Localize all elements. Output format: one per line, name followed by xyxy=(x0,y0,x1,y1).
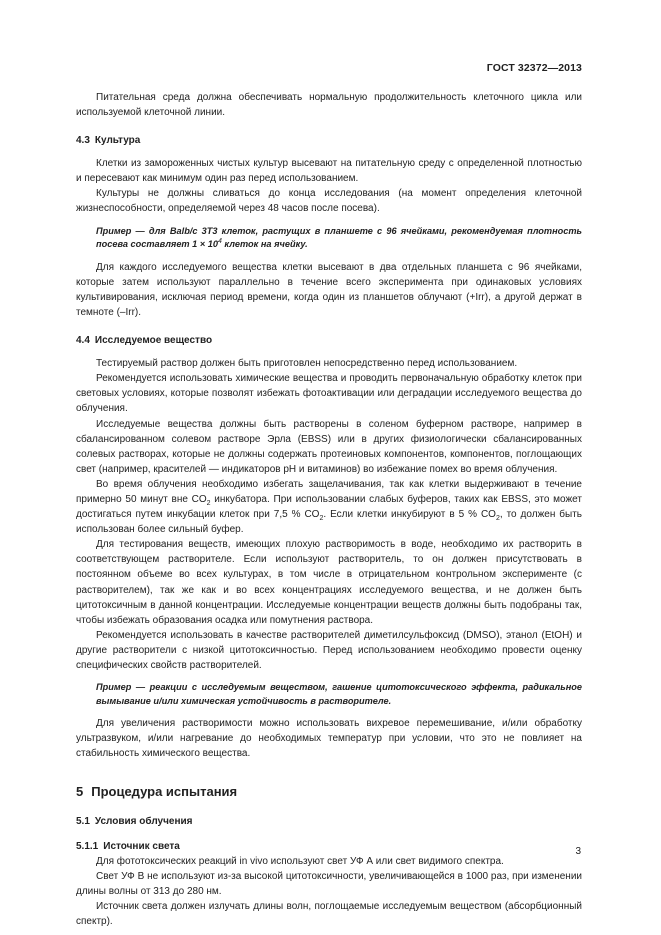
paragraph: Рекомендуется использовать в качестве растворителей диметилсульфоксид (DMSO), этанол (EtOH) и другие растворители с низкой цитотоксичностью. Перед использованием необходимо провести оценку специфических свойств растворителей. xyxy=(76,629,582,671)
exponent: 4 xyxy=(217,238,222,246)
subscript: 2 xyxy=(495,515,500,523)
example-text-tail: клеток на ячейку. xyxy=(221,239,308,250)
example-text: Пример — реакции с исследуемым веществом, гашение цитотоксического эффекта, радикальное вымывание и/или химическая устойчивость в растворителе. xyxy=(96,682,582,706)
paragraph: Рекомендуется использовать химические вещества и проводить первоначальную обработку клеток при световых условиях, которые позволят избежать фотоактивации или деградации исследуемого вещества до облучения. xyxy=(76,373,582,415)
paragraph: Культуры не должны сливаться до конца исследования (на момент определения клеточной жизнеспособности, определяемой через 48 часов после посева). xyxy=(76,188,582,215)
section-number: 5 xyxy=(76,783,84,799)
paragraph: Исследуемые вещества должны быть растворены в соленом буферном растворе, например в сбалансированном солевом растворе Эрла (EBSS) или в других физиологически сбалансированных солевых растворах, которые не должны содержать протеиновых компонентов, компонентов, поглощающих свет (например, красителей — индикаторов pH и витаминов) во избежание помех во время облучения. xyxy=(76,418,582,475)
paragraph: Для каждого исследуемого вещества клетки высевают в два отдельных планшета с 96 ячейками, которые затем используют параллельно в течение всего эксперимента при одинаковых условиях культивирования, исключая период времени, когда один из планшетов облучают (+Irr), а другой держат в темноте (–Irr). xyxy=(76,261,582,319)
section-number: 5.1 xyxy=(76,815,90,827)
paragraph: Источник света должен излучать длины волн, поглощаемые исследуемым веществом (абсорбционный спектр). xyxy=(76,900,582,927)
text-run: , то должен быть использован более сильный буфер. xyxy=(76,509,582,536)
text-run: инкубатора. При использовании слабых буферов, таких как EBSS, это может достигаться путем инкубации клеток при 7,5 % CO xyxy=(76,493,582,521)
section-title: Источник света xyxy=(103,840,180,852)
example-note xyxy=(76,681,582,708)
section-heading-4-4 xyxy=(76,333,582,348)
page-number: 3 xyxy=(575,846,581,857)
text-run: . Если клетки инкубируют в 5 % CO xyxy=(323,509,496,521)
example-text: Пример — для Balb/c 3T3 клеток, растущих в планшете с 96 ячейками, рекомендуемая плотность посева составляет 1 × 10 xyxy=(96,225,582,250)
section-title: Культура xyxy=(94,135,141,147)
paragraph: Свет УФ В не используют из-за высокой цитотоксичности, увеличивающейся в 1000 раз, при изменении длины волны от 313 до 280 нм. xyxy=(76,870,582,897)
intro-paragraph: Питательная среда должна обеспечивать нормальную продолжительность клеточного цикла или используемой клеточной линии. xyxy=(76,92,582,119)
paragraph: Клетки из замороженных чистых культур высевают на питательную среду с определенной плотностью и пересевают как минимум один раз перед использованием. xyxy=(76,158,582,185)
section-title: Условия облучения xyxy=(94,815,193,827)
document-code: ГОСТ 32372—2013 xyxy=(486,62,582,74)
section-heading-5-1 xyxy=(76,814,582,829)
section-heading-5 xyxy=(76,783,582,801)
paragraph: Тестируемый раствор должен быть приготовлен непосредственно перед использованием. xyxy=(96,358,518,370)
section-title: Исследуемое вещество xyxy=(94,335,213,347)
section-heading-4-3 xyxy=(76,133,582,148)
paragraph: Для фототоксических реакций in vivo используют свет УФ А или свет видимого спектра. xyxy=(96,855,504,867)
example-note xyxy=(76,225,582,252)
text-run: Во время облучения необходимо избегать защелачивания, так как клетки выдерживают в течение примерно 50 минут вне CO xyxy=(76,478,582,505)
section-number: 5.1.1 xyxy=(76,840,99,852)
document-body xyxy=(76,90,582,929)
section-number: 4.3 xyxy=(76,135,90,147)
subscript: 2 xyxy=(319,515,324,523)
paragraph-co2 xyxy=(76,477,582,537)
section-heading-5-1-1 xyxy=(76,839,582,854)
section-title: Процедура испытания xyxy=(91,783,238,799)
paragraph: Для тестирования веществ, имеющих плохую растворимость в воде, необходимо их растворить в соответствующем растворителе. Если используют растворитель, то он должен присутствовать в постоянном объеме во всех культурах, в том числе в отрицательном контрольном эксперименте (с растворителем), так же как и во всех концентрациях исследуемого вещества, и не должен быть цитотоксичным в данной концентрации. Исследуемые концентрации веществ должны быть подобраны так, чтобы избежать образования осадка или помутнения раствора. xyxy=(76,539,582,626)
subscript: 2 xyxy=(206,499,211,507)
section-number: 4.4 xyxy=(76,335,90,347)
paragraph: Для увеличения растворимости можно использовать вихревое перемешивание, и/или обработку ультразвуком, и/или нагревание до необходимых температур при условии, что это не повлияет на стабильность химического вещества. xyxy=(76,718,582,760)
